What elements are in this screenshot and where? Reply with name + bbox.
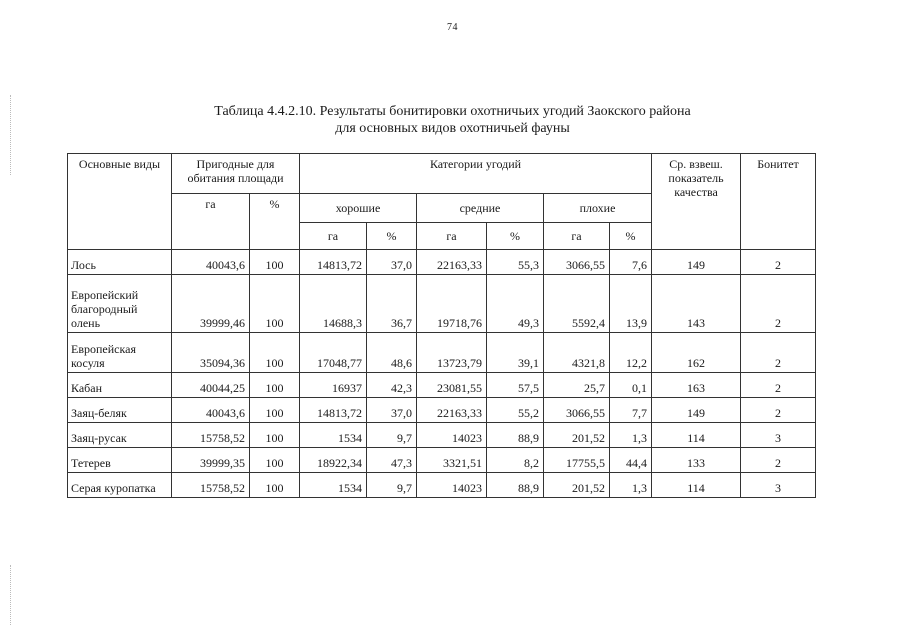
header-area-ha: га (172, 194, 250, 250)
good-pct: 48,6 (367, 333, 417, 373)
good-ha: 16937 (300, 373, 367, 398)
header-bonitet: Бонитет (741, 154, 816, 250)
weighted-index: 162 (652, 333, 741, 373)
table-row (68, 448, 816, 473)
species-name: Лось (68, 250, 172, 275)
area-ha: 40043,6 (172, 250, 250, 275)
header-good-pct: % (367, 223, 417, 250)
species-name: Европейский благородный олень (68, 275, 172, 333)
area-pct: 100 (250, 275, 300, 333)
binding-dots-bottom (10, 565, 13, 625)
medium-pct: 88,9 (487, 423, 544, 448)
weighted-index: 149 (652, 398, 741, 423)
good-ha: 18922,34 (300, 448, 367, 473)
area-pct: 100 (250, 448, 300, 473)
bonitet-value: 2 (741, 373, 816, 398)
good-pct: 42,3 (367, 373, 417, 398)
bonitet-value: 2 (741, 333, 816, 373)
header-bad-ha: га (544, 223, 610, 250)
weighted-index: 163 (652, 373, 741, 398)
bad-pct: 44,4 (610, 448, 652, 473)
table-caption-line-1: Таблица 4.4.2.10. Результаты бонитировки охотничьих угодий Заокского района (214, 104, 691, 119)
good-ha: 14688,3 (300, 275, 367, 333)
bad-ha: 3066,55 (544, 250, 610, 275)
bonitet-table (67, 153, 816, 498)
table-row (68, 398, 816, 423)
area-pct: 100 (250, 250, 300, 275)
area-ha: 15758,52 (172, 423, 250, 448)
bonitet-value: 3 (741, 423, 816, 448)
header-suitable-area: Пригодные для обитания площади (172, 154, 300, 194)
weighted-index: 133 (652, 448, 741, 473)
area-ha: 40043,6 (172, 398, 250, 423)
good-ha: 14813,72 (300, 398, 367, 423)
table-row (68, 333, 816, 373)
good-pct: 9,7 (367, 423, 417, 448)
area-ha: 15758,52 (172, 473, 250, 498)
area-ha: 35094,36 (172, 333, 250, 373)
bad-ha: 201,52 (544, 473, 610, 498)
table-row (68, 250, 816, 275)
good-ha: 1534 (300, 423, 367, 448)
bad-pct: 13,9 (610, 275, 652, 333)
species-name: Тетерев (68, 448, 172, 473)
good-ha: 1534 (300, 473, 367, 498)
bad-ha: 5592,4 (544, 275, 610, 333)
bad-pct: 1,3 (610, 473, 652, 498)
header-bad-pct: % (610, 223, 652, 250)
medium-pct: 49,3 (487, 275, 544, 333)
good-pct: 9,7 (367, 473, 417, 498)
header-medium: средние (417, 194, 544, 223)
bonitet-value: 2 (741, 448, 816, 473)
medium-ha: 19718,76 (417, 275, 487, 333)
bad-pct: 7,7 (610, 398, 652, 423)
bonitet-value: 3 (741, 473, 816, 498)
good-ha: 14813,72 (300, 250, 367, 275)
bad-ha: 201,52 (544, 423, 610, 448)
header-bad: плохие (544, 194, 652, 223)
area-pct: 100 (250, 423, 300, 448)
table-row (68, 373, 816, 398)
good-pct: 47,3 (367, 448, 417, 473)
good-pct: 37,0 (367, 250, 417, 275)
header-weighted-index: Ср. взвеш. показатель качества (652, 154, 741, 250)
medium-ha: 3321,51 (417, 448, 487, 473)
weighted-index: 114 (652, 473, 741, 498)
medium-ha: 23081,55 (417, 373, 487, 398)
header-row-1 (68, 154, 816, 194)
area-ha: 39999,35 (172, 448, 250, 473)
bad-pct: 0,1 (610, 373, 652, 398)
weighted-index: 114 (652, 423, 741, 448)
good-ha: 17048,77 (300, 333, 367, 373)
area-pct: 100 (250, 373, 300, 398)
species-name: Кабан (68, 373, 172, 398)
weighted-index: 143 (652, 275, 741, 333)
medium-pct: 55,2 (487, 398, 544, 423)
header-species: Основные виды (68, 154, 172, 250)
area-ha: 39999,46 (172, 275, 250, 333)
bonitet-value: 2 (741, 398, 816, 423)
good-pct: 37,0 (367, 398, 417, 423)
medium-ha: 13723,79 (417, 333, 487, 373)
header-categories: Категории угодий (300, 154, 652, 194)
species-name: Европейская косуля (68, 333, 172, 373)
species-name: Заяц-беляк (68, 398, 172, 423)
medium-ha: 22163,33 (417, 398, 487, 423)
table-caption-line-2: для основных видов охотничьей фауны (335, 121, 570, 136)
bad-ha: 17755,5 (544, 448, 610, 473)
medium-pct: 55,3 (487, 250, 544, 275)
table-row (68, 473, 816, 498)
bad-ha: 25,7 (544, 373, 610, 398)
species-name: Серая куропатка (68, 473, 172, 498)
bad-ha: 4321,8 (544, 333, 610, 373)
header-area-pct: % (250, 194, 300, 250)
medium-pct: 8,2 (487, 448, 544, 473)
bad-ha: 3066,55 (544, 398, 610, 423)
bonitet-value: 2 (741, 250, 816, 275)
area-pct: 100 (250, 473, 300, 498)
page-number: 74 (447, 22, 458, 33)
medium-pct: 39,1 (487, 333, 544, 373)
good-pct: 36,7 (367, 275, 417, 333)
header-good-ha: га (300, 223, 367, 250)
bad-pct: 1,3 (610, 423, 652, 448)
weighted-index: 149 (652, 250, 741, 275)
area-pct: 100 (250, 333, 300, 373)
medium-pct: 57,5 (487, 373, 544, 398)
bad-pct: 12,2 (610, 333, 652, 373)
table-row (68, 275, 816, 333)
medium-pct: 88,9 (487, 473, 544, 498)
table-caption (0, 103, 905, 137)
table-row (68, 423, 816, 448)
header-medium-ha: га (417, 223, 487, 250)
bonitet-value: 2 (741, 275, 816, 333)
header-medium-pct: % (487, 223, 544, 250)
medium-ha: 22163,33 (417, 250, 487, 275)
header-good: хорошие (300, 194, 417, 223)
area-ha: 40044,25 (172, 373, 250, 398)
medium-ha: 14023 (417, 473, 487, 498)
medium-ha: 14023 (417, 423, 487, 448)
area-pct: 100 (250, 398, 300, 423)
species-name: Заяц-русак (68, 423, 172, 448)
bad-pct: 7,6 (610, 250, 652, 275)
